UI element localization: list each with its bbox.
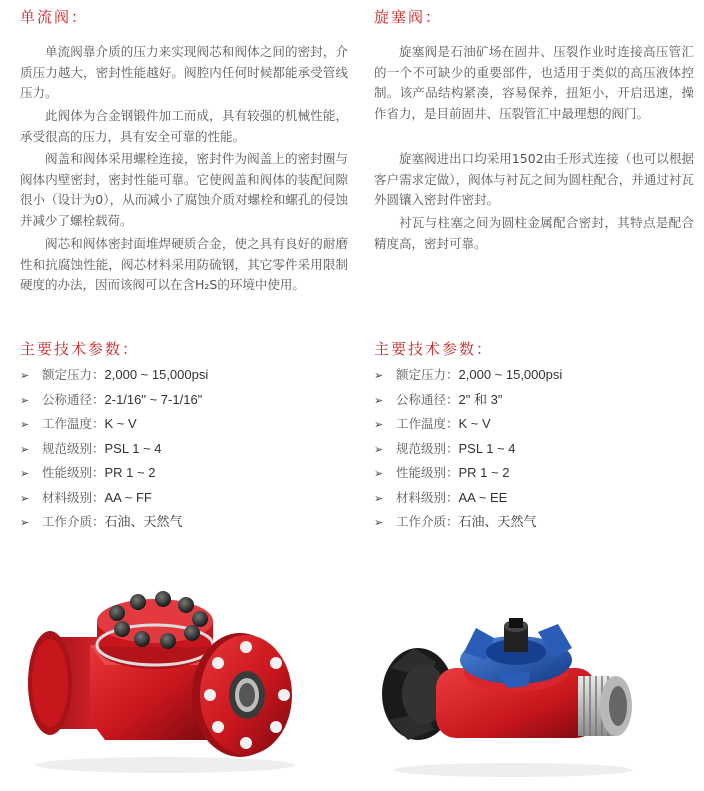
spec-item — [374, 412, 562, 437]
spec-item — [20, 388, 208, 413]
arrow-bullet-icon: ➢ — [374, 418, 384, 431]
arrow-bullet-icon: ➢ — [20, 369, 30, 382]
check-valve-paragraph-4: 阀芯和阀体密封面堆焊硬质合金，使之具有良好的耐磨性和抗腐蚀性能，阀芯材料采用防硫钢，其它零件采用限制硬度的办法，因而该阀可以在含H₂S的环境中使用。 — [20, 236, 348, 292]
arrow-bullet-icon: ➢ — [20, 491, 30, 505]
spec-label: 规范级别： — [42, 440, 105, 456]
spec-value: PR 1 ~ 2 — [104, 465, 156, 480]
spec-item — [20, 461, 208, 486]
arrow-bullet-icon: ➢ — [20, 418, 30, 431]
spec-item — [374, 437, 562, 462]
spec-value: 石油、天然气 — [104, 514, 183, 529]
plug-valve-illustration — [378, 612, 648, 782]
check-valve-paragraph-1: 单流阀靠介质的压力来实现阀芯和阀体之间的密封，介质压力越大，密封性能越好。阀腔内任何时候都能承受管线压力。 — [20, 44, 348, 100]
plug-valve-paragraph-2: 旋塞阀进出口均采用1502由壬形式连接（也可以根据客户需求定做），阀体与衬瓦之间为圆柱配合，并通过衬瓦外圆镶入密封件密封。 — [374, 151, 694, 207]
arrow-bullet-icon: ➢ — [374, 393, 384, 407]
spec-item — [20, 412, 208, 437]
spec-label: 规范级别： — [396, 440, 459, 456]
spec-item — [20, 363, 208, 388]
spec-label: 工作介质： — [42, 514, 105, 529]
arrow-bullet-icon: ➢ — [374, 467, 384, 480]
check-valve-specs-title: 主要技术参数： — [20, 340, 140, 358]
spec-label: 公称通径： — [396, 391, 459, 407]
spec-item — [374, 486, 562, 511]
check-valve-paragraph-2: 此阀体为合金钢锻件加工而成，具有较强的机械性能，承受很高的压力，具有安全可靠的性能。 — [20, 108, 348, 144]
spec-item — [20, 437, 208, 462]
spec-label: 工作温度： — [396, 416, 459, 431]
spec-value: 2,000 ~ 15,000psi — [458, 367, 563, 382]
spec-item — [20, 510, 208, 535]
plug-valve-paragraph-1: 旋塞阀是石油矿场在固井、压裂作业时连接高压管汇的一个不可缺少的重要部件，也适用于类似的高压液体控制。该产品结构紧凑，容易保养，扭矩小，开启迅速，操作省力，是目前固井、压裂管汇中最理想的阀门。 — [374, 44, 694, 121]
spec-label: 额定压力： — [396, 367, 459, 382]
spec-value: PSL 1 ~ 4 — [104, 440, 162, 456]
spec-label: 公称通径： — [42, 391, 105, 407]
spec-value: 2,000 ~ 15,000psi — [104, 367, 209, 382]
spec-label: 工作介质： — [396, 514, 459, 529]
spec-value: AA ~ EE — [458, 489, 508, 505]
plug-valve-specs-title: 主要技术参数： — [374, 340, 494, 358]
arrow-bullet-icon: ➢ — [374, 442, 384, 456]
spec-value: PR 1 ~ 2 — [458, 465, 510, 480]
arrow-bullet-icon: ➢ — [20, 393, 30, 407]
spec-item — [374, 461, 562, 486]
spec-value: 石油、天然气 — [458, 514, 537, 529]
plug-valve-paragraph-3: 衬瓦与柱塞之间为圆柱金属配合密封，其特点是配合精度高，密封可靠。 — [374, 215, 694, 251]
spec-value: 2" 和 3" — [458, 391, 503, 407]
arrow-bullet-icon: ➢ — [374, 516, 384, 529]
spec-value: AA ~ FF — [104, 489, 152, 505]
arrow-bullet-icon: ➢ — [20, 442, 30, 456]
spec-label: 额定压力： — [42, 367, 105, 382]
arrow-bullet-icon: ➢ — [20, 467, 30, 480]
spec-label: 材料级别： — [396, 489, 459, 505]
spec-label: 性能级别： — [42, 465, 105, 480]
spec-item — [20, 486, 208, 511]
check-valve-title: 单流阀： — [20, 8, 89, 26]
spec-value: 2-1/16" ~ 7-1/16" — [104, 391, 203, 407]
spec-value: K ~ V — [458, 416, 491, 431]
spec-item — [374, 510, 562, 535]
spec-label: 性能级别： — [396, 465, 459, 480]
spec-item — [374, 388, 562, 413]
spec-label: 工作温度： — [42, 416, 105, 431]
check-valve-spec-list — [20, 363, 208, 535]
plug-valve-spec-list — [374, 363, 562, 535]
check-valve-paragraph-3: 阀盖和阀体采用螺栓连接，密封件为阀盖上的密封圈与阀体内壁密封，密封性能可靠。它使阀盖和阀体的装配间隙很小（设计为0），从而减小了腐蚀介质对螺栓和螺孔的侵蚀并减少了螺栓载荷。 — [20, 151, 348, 228]
check-valve-illustration — [20, 575, 310, 775]
plug-valve-title: 旋塞阀： — [374, 8, 443, 26]
spec-label: 材料级别： — [42, 489, 105, 505]
arrow-bullet-icon: ➢ — [20, 516, 30, 529]
spec-value: K ~ V — [104, 416, 137, 431]
spec-item — [374, 363, 562, 388]
arrow-bullet-icon: ➢ — [374, 491, 384, 505]
arrow-bullet-icon: ➢ — [374, 369, 384, 382]
spec-value: PSL 1 ~ 4 — [458, 440, 516, 456]
